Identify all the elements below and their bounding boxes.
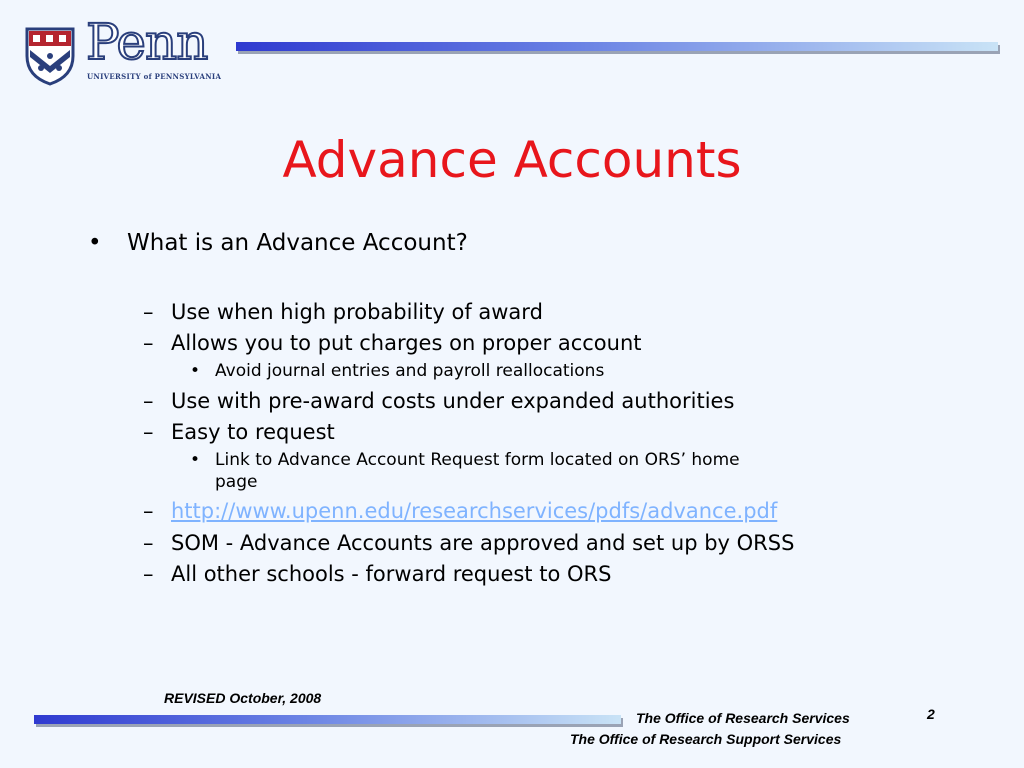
list-item-level2: All other schools - forward request to ORS bbox=[171, 562, 612, 586]
list-item-level3: Link to Advance Account Request form located on ORS’ home bbox=[215, 450, 740, 470]
footer-gradient-bar bbox=[34, 715, 621, 724]
list-item-continuation: page bbox=[215, 472, 258, 492]
list-item-level2: Allows you to put charges on proper account bbox=[171, 331, 642, 355]
logo-subtitle: UNIVERSITY of PENNSYLVANIA bbox=[87, 72, 222, 81]
penn-logo bbox=[24, 13, 222, 88]
list-item-level2: Easy to request bbox=[171, 420, 335, 444]
bullet-marker: • bbox=[190, 361, 201, 381]
page-number: 2 bbox=[927, 706, 935, 722]
penn-shield-icon bbox=[24, 26, 76, 86]
dash-marker: – bbox=[143, 331, 154, 355]
bullet-marker: • bbox=[190, 450, 201, 470]
list-item-level2: SOM - Advance Accounts are approved and set up by ORSS bbox=[171, 531, 795, 555]
list-item-level1: What is an Advance Account? bbox=[127, 230, 468, 256]
dash-marker: – bbox=[143, 499, 154, 523]
advance-pdf-link[interactable]: http://www.upenn.edu/researchservices/pdfs/advance.pdf bbox=[171, 499, 778, 523]
list-item-level2: Use with pre-award costs under expanded authorities bbox=[171, 389, 735, 413]
slide-title: Advance Accounts bbox=[282, 131, 742, 189]
bullet-marker: • bbox=[88, 230, 102, 256]
list-item-level3: Avoid journal entries and payroll reallocations bbox=[215, 361, 605, 381]
list-item-level2: Use when high probability of award bbox=[171, 300, 543, 324]
dash-marker: – bbox=[143, 389, 154, 413]
footer-office-orss: The Office of Research Support Services bbox=[570, 731, 842, 747]
dash-marker: – bbox=[143, 420, 154, 444]
dash-marker: – bbox=[143, 300, 154, 324]
revised-date: REVISED October, 2008 bbox=[164, 690, 322, 706]
header-gradient-bar bbox=[236, 42, 998, 51]
logo-wordmark: Penn bbox=[86, 13, 208, 71]
dash-marker: – bbox=[143, 562, 154, 586]
footer-office-ors: The Office of Research Services bbox=[636, 710, 850, 726]
dash-marker: – bbox=[143, 531, 154, 555]
